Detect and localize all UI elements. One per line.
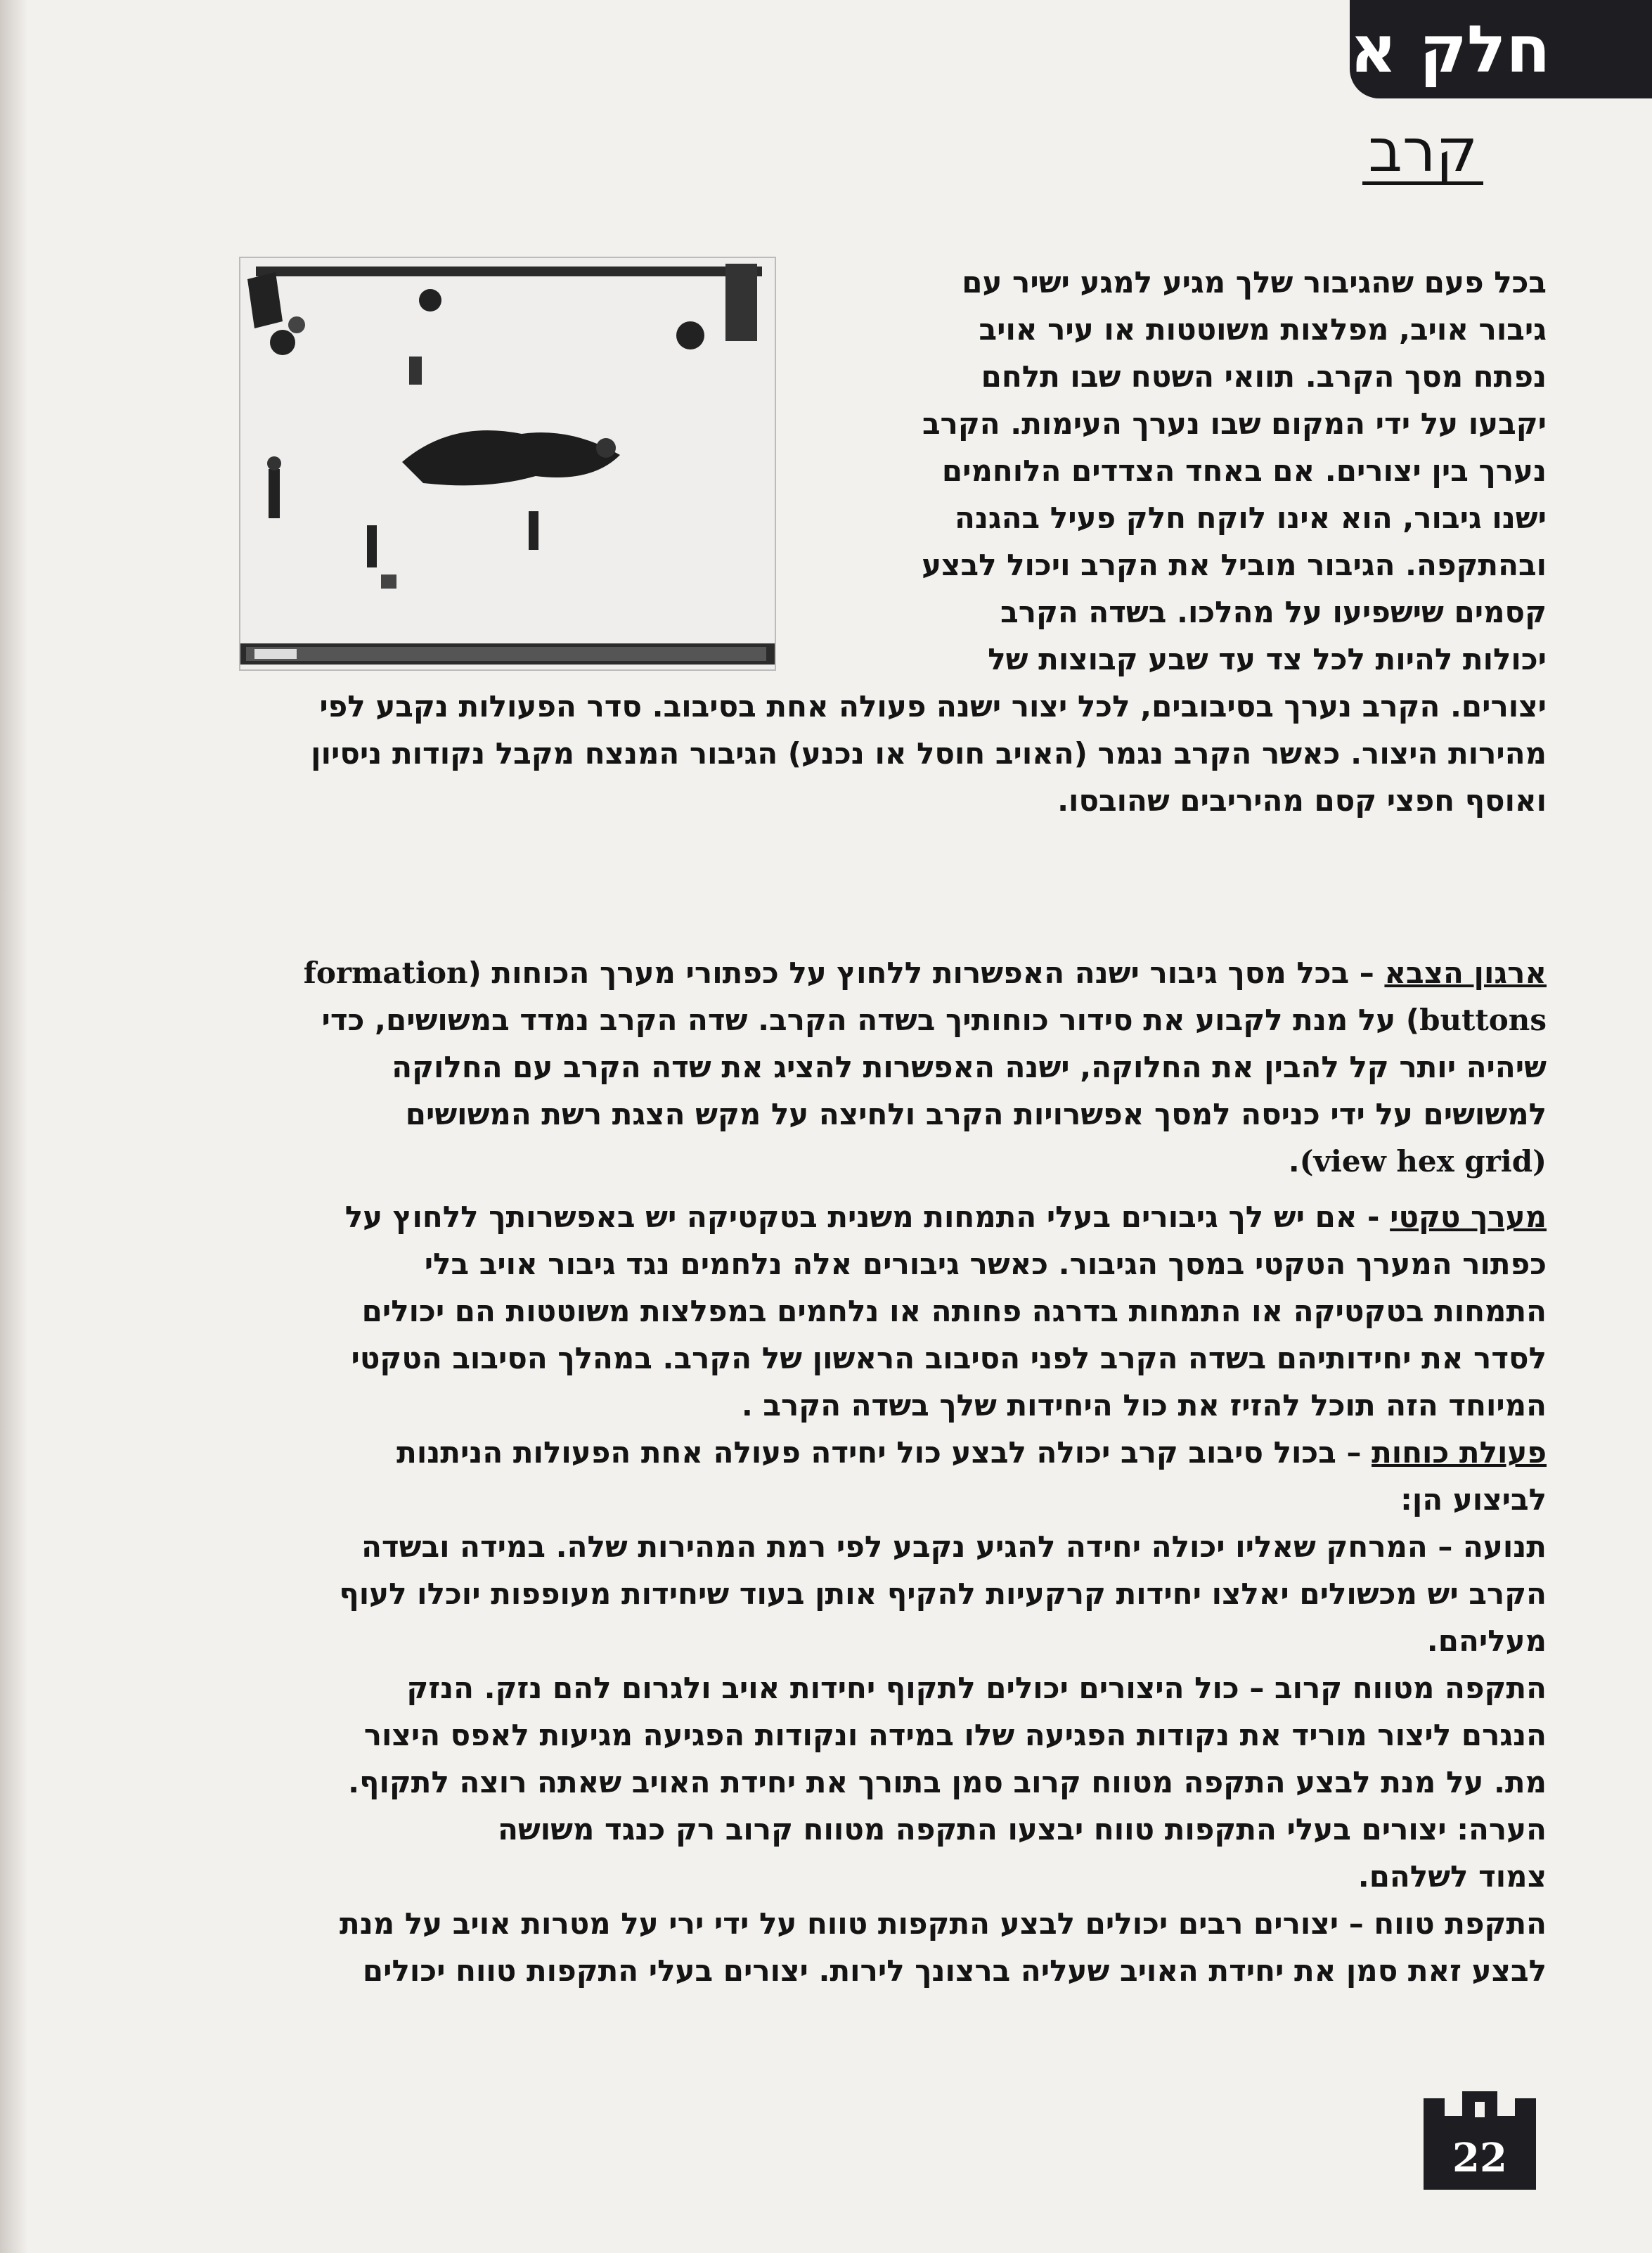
army-line-1: ארגון הצבא – בכל מסך גיבור ישנה האפשרות ללחוץ על כפתורי מערך הכוחות (formation <box>303 956 1547 990</box>
tactical-line: לסדר את יחידותיהם בשדה הקרב לפני הסיבוב הראשון של הקרב. במהלך הסיבוב הטקטי <box>351 1341 1547 1375</box>
unit-actions-heading: פעולת כוחות <box>1372 1435 1547 1470</box>
melee-line: הערה: יצורים בעלי התקפות טווח יבצעו התקפה מטווח קרוב רק כנגד משושה <box>498 1812 1547 1847</box>
ranged-attack-heading: התקפת טווח <box>1374 1906 1547 1941</box>
page-edge-shadow <box>0 0 28 2253</box>
movement-line: מעליהם. <box>1426 1624 1547 1658</box>
battle-screenshot <box>239 257 776 671</box>
intro-line: ובהתקפה. הגיבור מוביל את הקרב ויכול לבצע <box>922 548 1547 582</box>
movement-line: הקרב יש מכשולים יאלצו יחידות קרקעיות להקיף אותן בעוד שיחידות מעופפות יוכלו לעוף <box>339 1577 1547 1611</box>
tactical-line: כפתור המערך הטקטי במסך הגיבור. כאשר גיבורים אלה נלחמים נגד גיבור אויב בלי <box>424 1247 1547 1281</box>
melee-line: מת. על מנת לבצע התקפה מטווח קרוב סמן בתורך את יחידת האויב שאתה רוצה לתקוף. <box>348 1765 1547 1799</box>
section-tab <box>1350 0 1652 98</box>
intro-line: ישנו גיבור, הוא אינו לוקח חלק פעיל בהגנה <box>955 501 1547 535</box>
page-title: קרב <box>1362 120 1483 185</box>
unit-actions-line-2: לביצוע הן: <box>1400 1482 1547 1517</box>
army-organization-heading: ארגון הצבא <box>1384 956 1547 990</box>
intro-line: יצורים. הקרב נערך בסיבובים, לכל יצור ישנה פעולה אחת בסיבוב. סדר הפעולות נקבע לפי <box>319 689 1547 724</box>
section-army-organization <box>112 949 1547 1185</box>
tactical-line-1: מערך טקטי - אם יש לך גיבורים בעלי התמחות משנית בטקטיקה יש באפשרותך ללחוץ על <box>344 1200 1547 1234</box>
section-unit-actions <box>112 1429 1547 1523</box>
melee-line-1: התקפה מטווח קרוב – כול היצורים יכולים לתקוף יחידות אויב ולגרום להם נזק. הנזק <box>406 1671 1547 1705</box>
section-ranged-attack <box>112 1900 1547 1994</box>
tactical-formation-heading: מערך טקטי <box>1390 1200 1547 1234</box>
ranged-line: לבצע זאת סמן את יחידת האויב שעליה ברצונך לירות. יצורים בעלי התקפות טווח יכולים <box>362 1953 1547 1988</box>
intro-line: נפתח מסך הקרב. תוואי השטח שבו תלחם <box>981 359 1547 394</box>
intro-line: מהירות היצור. כאשר הקרב נגמר (האויב חוסל או נכנע) הגיבור המנצח מקבל נקודות ניסיון <box>311 736 1547 771</box>
intro-line: קסמים שישפיעו על מהלכו. בשדה הקרב <box>1000 595 1547 629</box>
intro-line: גיבור אויב, מפלצות משוטטות או עיר אויב <box>979 312 1547 347</box>
page-number: 22 <box>1452 2135 1507 2181</box>
army-line-5: (view hex grid). <box>1288 1144 1547 1179</box>
intro-paragraph <box>773 259 1547 683</box>
unit-actions-line-1: פעולת כוחות – בכול סיבוב קרב יכולה לבצע כול יחידה פעולה אחת הפעולות הניתנות <box>396 1435 1547 1470</box>
intro-line: בכל פעם שהגיבור שלך מגיע למגע ישיר עם <box>962 265 1547 300</box>
army-line: למשושים על ידי כניסה למסך אפשרויות הקרב ולחיצה על מקש הצגת רשת המשושים <box>405 1097 1547 1131</box>
intro-line: ואוסף חפצי קסם מהיריבים שהובסו. <box>1057 783 1547 818</box>
tactical-line: התמחות בטקטיקה או התמחות בדרגה פחותה או נלחמים במפלצות משוטטות הם יכולים <box>361 1294 1547 1328</box>
page-number-badge <box>1420 2084 1540 2190</box>
melee-attack-heading: התקפה מטווח קרוב <box>1274 1671 1547 1705</box>
section-movement <box>112 1523 1547 1664</box>
army-line: שיהיה יותר קל להבין את החלוקה, ישנה האפשרות להציג את שדה הקרב עם החלוקה <box>392 1050 1547 1084</box>
intro-line: יקבעו על ידי המקום שבו נערך העימות. הקרב <box>922 406 1547 441</box>
army-line-2: buttons) על מנת לקבוע את סידור כוחותיך בשדה הקרב. שדה הקרב נמדד במשושים, כדי <box>321 1003 1547 1037</box>
melee-line: הנגרם ליצור מוריד את נקודות הפגיעה שלו במידה ונקודות הפגיעה מגיעות לאפס היצור <box>363 1718 1547 1752</box>
view-hex-grid-term: (view hex grid) <box>1299 1144 1547 1179</box>
intro-line: נערך בין יצורים. אם באחד הצדדים הלוחמים <box>941 454 1547 488</box>
buttons-term: buttons <box>1419 1003 1547 1037</box>
ranged-line-1: התקפת טווח – יצורים רבים יכולים לבצע התקפות טווח על ידי ירי על מטרות אויב על מנת <box>340 1906 1547 1941</box>
movement-line-1: תנועה – המרחק שאליו יכולה יחידה להגיע נקבע לפי רמת המהירות שלה. במידה ובשדה <box>361 1529 1547 1564</box>
tactical-line: המיוחד הזה תוכל להזיז את כול היחידות שלך בשדה הקרב . <box>741 1388 1547 1423</box>
intro-continuation <box>112 683 1547 824</box>
section-tab-label: חלק א <box>1350 11 1551 87</box>
section-tactical-formation <box>112 1193 1547 1429</box>
melee-line: צמוד לשלהם. <box>1357 1859 1547 1894</box>
section-melee-attack <box>112 1664 1547 1900</box>
intro-line: יכולות להיות לכל צד עד שבע קבוצות של <box>988 642 1547 676</box>
movement-heading: תנועה <box>1463 1529 1547 1564</box>
formation-term: formation <box>303 956 468 990</box>
